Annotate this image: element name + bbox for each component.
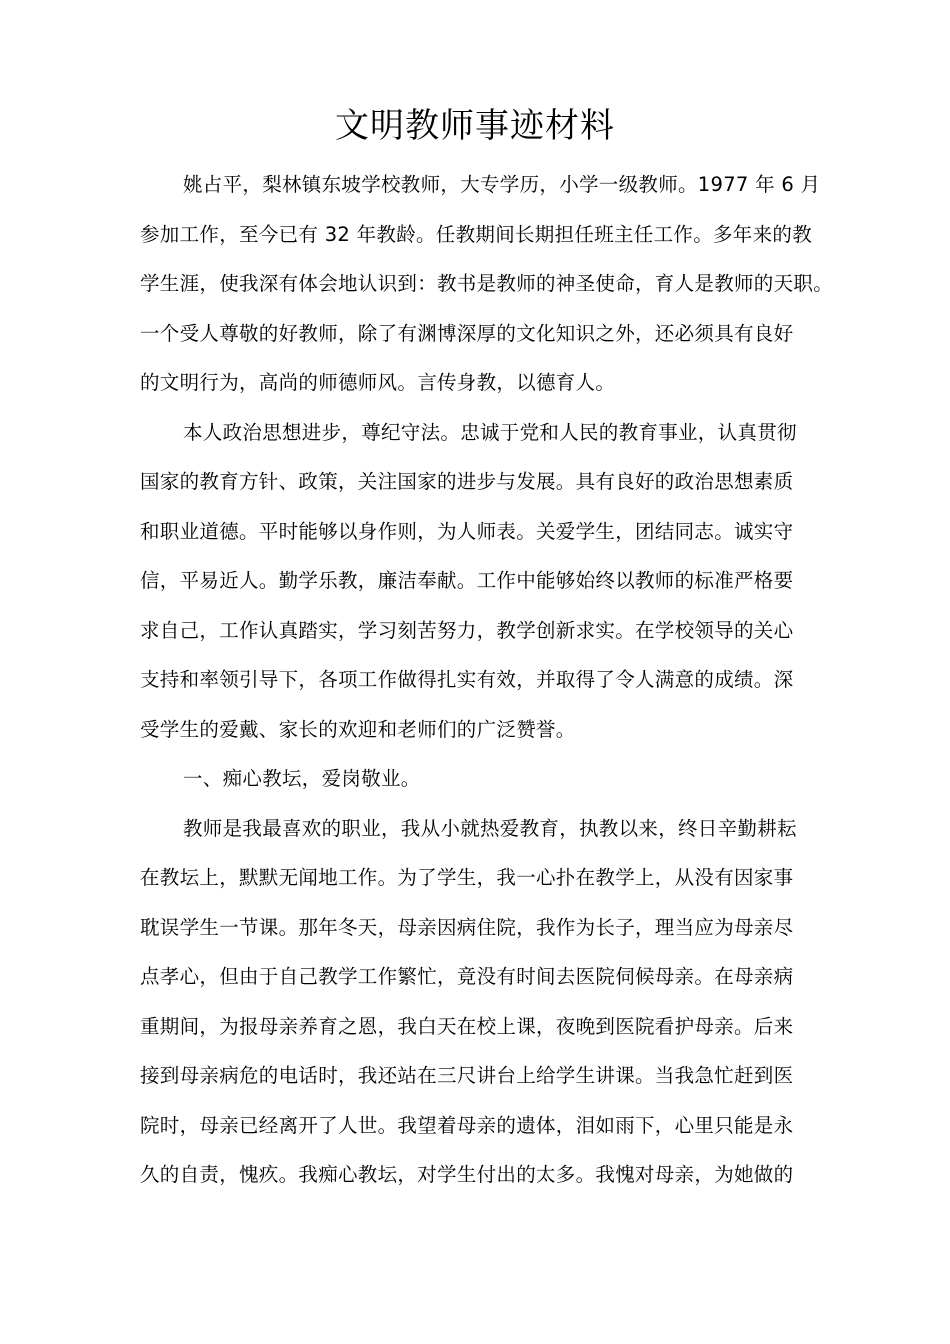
text-line: 的文明行为，高尚的师德师风。言传身教，以德育人。	[140, 371, 616, 394]
text-line: 院时，母亲已经离开了人世。我望着母亲的遗体，泪如雨下，心里只能是永	[140, 1113, 794, 1137]
text-line: 重期间，为报母亲养育之恩，我白天在校上课，夜晚到医院看护母亲。后来	[140, 1014, 794, 1038]
document-body	[140, 160, 840, 1200]
text-line: 和职业道德。平时能够以身作则，为人师表。关爱学生，团结同志。诚实守	[140, 519, 794, 543]
text-line: 耽误学生一节课。那年冬天，母亲因病住院，我作为长子，理当应为母亲尽	[140, 915, 794, 939]
text-line: 学生涯，使我深有体会地认识到：教书是教师的神圣使命，育人是教师的天职。	[140, 272, 834, 295]
text-line: 教师是我最喜欢的职业，我从小就热爱教育，执教以来，终日辛勤耕耘	[183, 816, 797, 840]
text-line: 点孝心，但由于自己教学工作繁忙，竟没有时间去医院伺候母亲。在母亲病	[140, 965, 794, 988]
text-line: 本人政治思想进步，尊纪守法。忠诚于党和人民的教育事业，认真贯彻	[183, 420, 797, 444]
text-line: 求自己，工作认真踏实，学习刻苦努力，教学创新求实。在学校领导的关心	[140, 618, 794, 642]
text-line: 姚占平，梨林镇东坡学校教师，大专学历，小学一级教师。1977 年 6 月	[183, 173, 821, 196]
text-line: 久的自责，愧疚。我痴心教坛，对学生付出的太多。我愧对母亲，为她做的	[140, 1163, 794, 1186]
document-title: 文明教师事迹材料	[335, 106, 615, 146]
text-line: 受学生的爱戴、家长的欢迎和老师们的广泛赞誉。	[140, 717, 576, 741]
text-line: 支持和率领引导下，各项工作做得扎实有效，并取得了令人满意的成绩。深	[140, 668, 794, 691]
text-line: 参加工作，至今已有 32 年教龄。任教期间长期担任班主任工作。多年来的教	[140, 222, 813, 246]
text-line: 一、痴心教坛，爱岗敬业。	[183, 767, 421, 790]
text-line: 接到母亲病危的电话时，我还站在三尺讲台上给学生讲课。当我急忙赶到医	[140, 1064, 794, 1087]
text-line: 信，平易近人。勤学乐教，廉洁奉献。工作中能够始终以教师的标准严格要	[140, 569, 794, 592]
text-line: 在教坛上，默默无闻地工作。为了学生，我一心扑在教学上，从没有因家事	[140, 866, 794, 889]
text-line: 一个受人尊敬的好教师，除了有渊博深厚的文化知识之外，还必须具有良好	[140, 321, 794, 345]
text-line: 国家的教育方针、政策，关注国家的进步与发展。具有良好的政治思想素质	[140, 470, 794, 493]
